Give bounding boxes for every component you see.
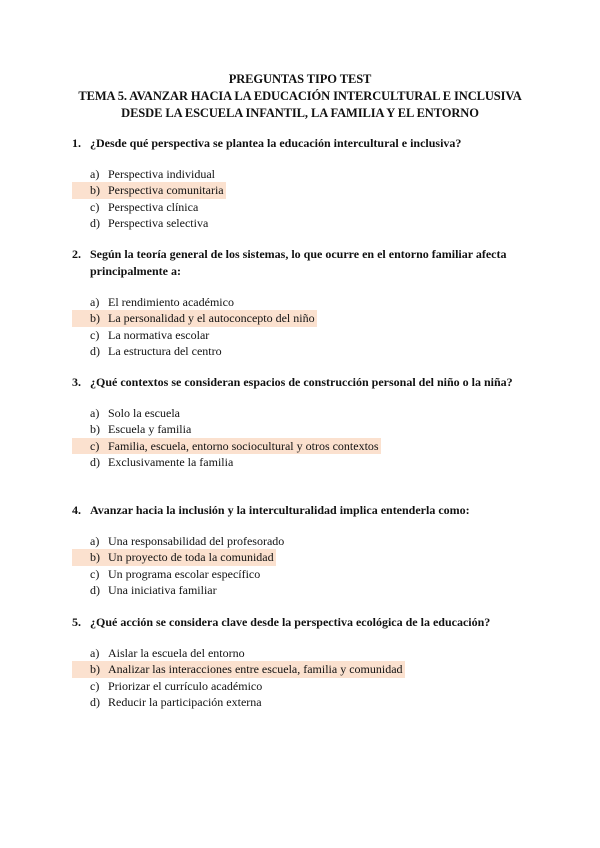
question-text: ¿Qué contextos se consideran espacios de construcción personal del niño o la niña?	[90, 375, 513, 389]
options-list	[72, 166, 532, 231]
option-c: c) Priorizar el currículo académico	[90, 678, 263, 693]
question-text: ¿Qué acción se considera clave desde la perspectiva ecológica de la educación?	[90, 615, 491, 629]
question-stem	[72, 374, 532, 391]
options-list	[72, 645, 532, 710]
option-a: a) Una responsabilidad del profesorado	[90, 534, 285, 548]
question-5	[72, 614, 532, 710]
question-number: 3.	[72, 375, 81, 389]
option-b-correct: b) Un proyecto de toda la comunidad	[72, 549, 532, 565]
option-b-correct: b) La personalidad y el autoconcepto del niño	[72, 310, 532, 326]
option-a: a) El rendimiento académico	[90, 295, 234, 309]
option-c: c) Un programa escolar específico	[90, 566, 261, 581]
document-header	[0, 71, 600, 122]
option-c: c) Perspectiva clínica	[90, 199, 199, 214]
question-text: Avanzar hacia la inclusión y la interculturalidad implica entenderla como:	[90, 503, 470, 517]
option-b-correct: b) Analizar las interacciones entre escuela, familia y comunidad	[72, 661, 532, 677]
option-b-correct: b) Perspectiva comunitaria	[72, 182, 532, 198]
question-2	[72, 246, 532, 359]
question-number: 1.	[72, 136, 81, 150]
option-a: a) Aislar la escuela del entorno	[90, 646, 245, 660]
option-a: a) Solo la escuela	[90, 406, 180, 420]
question-number: 5.	[72, 615, 81, 629]
question-1	[72, 135, 532, 231]
option-d: d) Perspectiva selectiva	[90, 215, 209, 230]
question-number: 2.	[72, 247, 81, 261]
question-stem	[72, 502, 532, 519]
header-title: PREGUNTAS TIPO TEST	[228, 72, 372, 86]
options-list	[72, 294, 532, 359]
question-number: 4.	[72, 503, 81, 517]
option-d: d) Una iniciativa familiar	[90, 582, 217, 597]
option-b: b) Escuela y familia	[90, 422, 192, 437]
question-text: Según la teoría general de los sistemas, lo que ocurre en el entorno familiar afecta principalmente a:	[90, 247, 507, 278]
question-stem	[72, 246, 532, 280]
header-topic-line-2: DESDE LA ESCUELA INFANTIL, LA FAMILIA Y EL ENTORNO	[121, 106, 479, 120]
option-d: d) Exclusivamente la familia	[90, 454, 234, 469]
option-c: c) La normativa escolar	[90, 327, 210, 342]
options-list	[72, 405, 532, 470]
option-d: d) La estructura del centro	[90, 343, 222, 358]
question-4	[72, 502, 532, 598]
question-3	[72, 374, 532, 470]
question-text: ¿Desde qué perspectiva se plantea la educación intercultural e inclusiva?	[90, 136, 462, 150]
option-c-correct: c) Familia, escuela, entorno sociocultural y otros contextos	[72, 438, 532, 454]
question-stem	[72, 135, 532, 152]
options-list	[72, 533, 532, 598]
option-d: d) Reducir la participación externa	[90, 694, 262, 709]
option-a: a) Perspectiva individual	[90, 167, 215, 181]
header-topic-line-1: TEMA 5. AVANZAR HACIA LA EDUCACIÓN INTERCULTURAL E INCLUSIVA	[78, 89, 522, 103]
question-stem	[72, 614, 532, 631]
